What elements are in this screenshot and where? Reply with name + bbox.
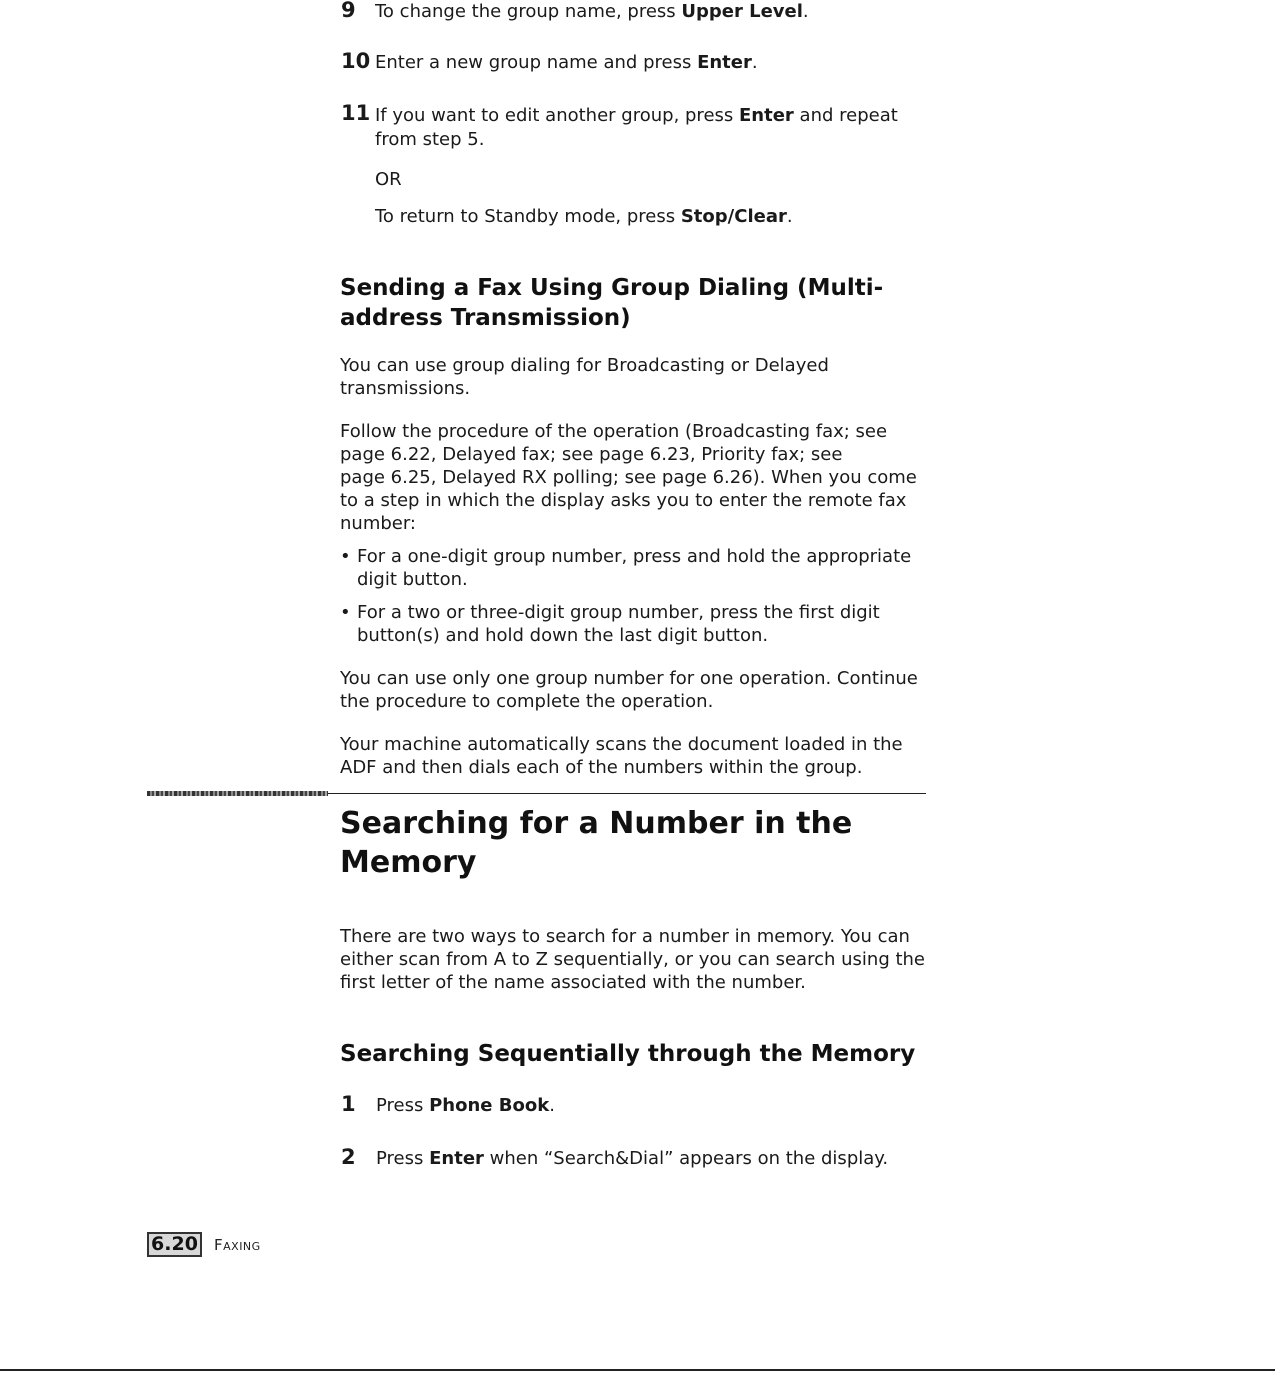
step-number: 9 bbox=[341, 0, 356, 22]
search-memory-heading: Searching for a Number in the Memory bbox=[340, 806, 853, 880]
step-text-continued: from step 5. bbox=[375, 129, 485, 150]
bullet-item: • For a two or three-digit group number, press the first digit button(s) and hold down the last digit button. bbox=[340, 602, 880, 646]
step-text: Press Phone Book. bbox=[376, 1095, 555, 1116]
step-number: 2 bbox=[341, 1145, 356, 1169]
step-number: 10 bbox=[341, 49, 371, 73]
bullet-icon: • bbox=[340, 602, 351, 623]
step-text: Enter a new group name and press Enter. bbox=[375, 52, 758, 73]
group-dialing-intro: You can use group dialing for Broadcasting or Delayed transmissions. bbox=[340, 355, 829, 399]
group-number-note: You can use only one group number for one operation. Continue the procedure to complete the operation. bbox=[340, 668, 918, 712]
page-number-badge: 6.20 bbox=[147, 1232, 202, 1257]
step-text: Press Enter when “Search&Dial” appears on the display. bbox=[376, 1148, 889, 1169]
sequential-search-heading: Searching Sequentially through the Memory bbox=[340, 1041, 916, 1067]
section-label: Faxing bbox=[214, 1236, 261, 1254]
search-memory-intro: There are two ways to search for a number in memory. You can either scan from A to Z sequentially, or you can search using the first letter of the name associated with the number. bbox=[340, 926, 925, 993]
section-divider-bar bbox=[147, 791, 328, 796]
step-number: 1 bbox=[341, 1092, 356, 1116]
step-text: If you want to edit another group, press Enter and repeat bbox=[375, 105, 898, 126]
or-label: OR bbox=[375, 169, 402, 190]
step-text: To change the group name, press Upper Level. bbox=[375, 1, 809, 22]
auto-scan-note: Your machine automatically scans the document loaded in the ADF and then dials each of the numbers within the group. bbox=[340, 734, 903, 778]
group-dialing-heading: Sending a Fax Using Group Dialing (Multi- address Transmission) bbox=[340, 275, 884, 331]
step-number: 11 bbox=[341, 101, 371, 125]
standby-text: To return to Standby mode, press Stop/Clear. bbox=[375, 206, 793, 227]
bullet-icon: • bbox=[340, 546, 351, 567]
page-bottom-rule bbox=[0, 1369, 1275, 1371]
section-divider-line bbox=[328, 793, 926, 794]
group-dialing-procedure: Follow the procedure of the operation (Broadcasting fax; see page 6.22, Delayed fax; see page 6.23, Priority fax; see page 6.25, Delayed RX polling; see page 6.26). When you come to a step in which the display asks you to enter the remote fax number: bbox=[340, 421, 917, 534]
bullet-item: • For a one-digit group number, press and hold the appropriate digit button. bbox=[340, 546, 912, 590]
